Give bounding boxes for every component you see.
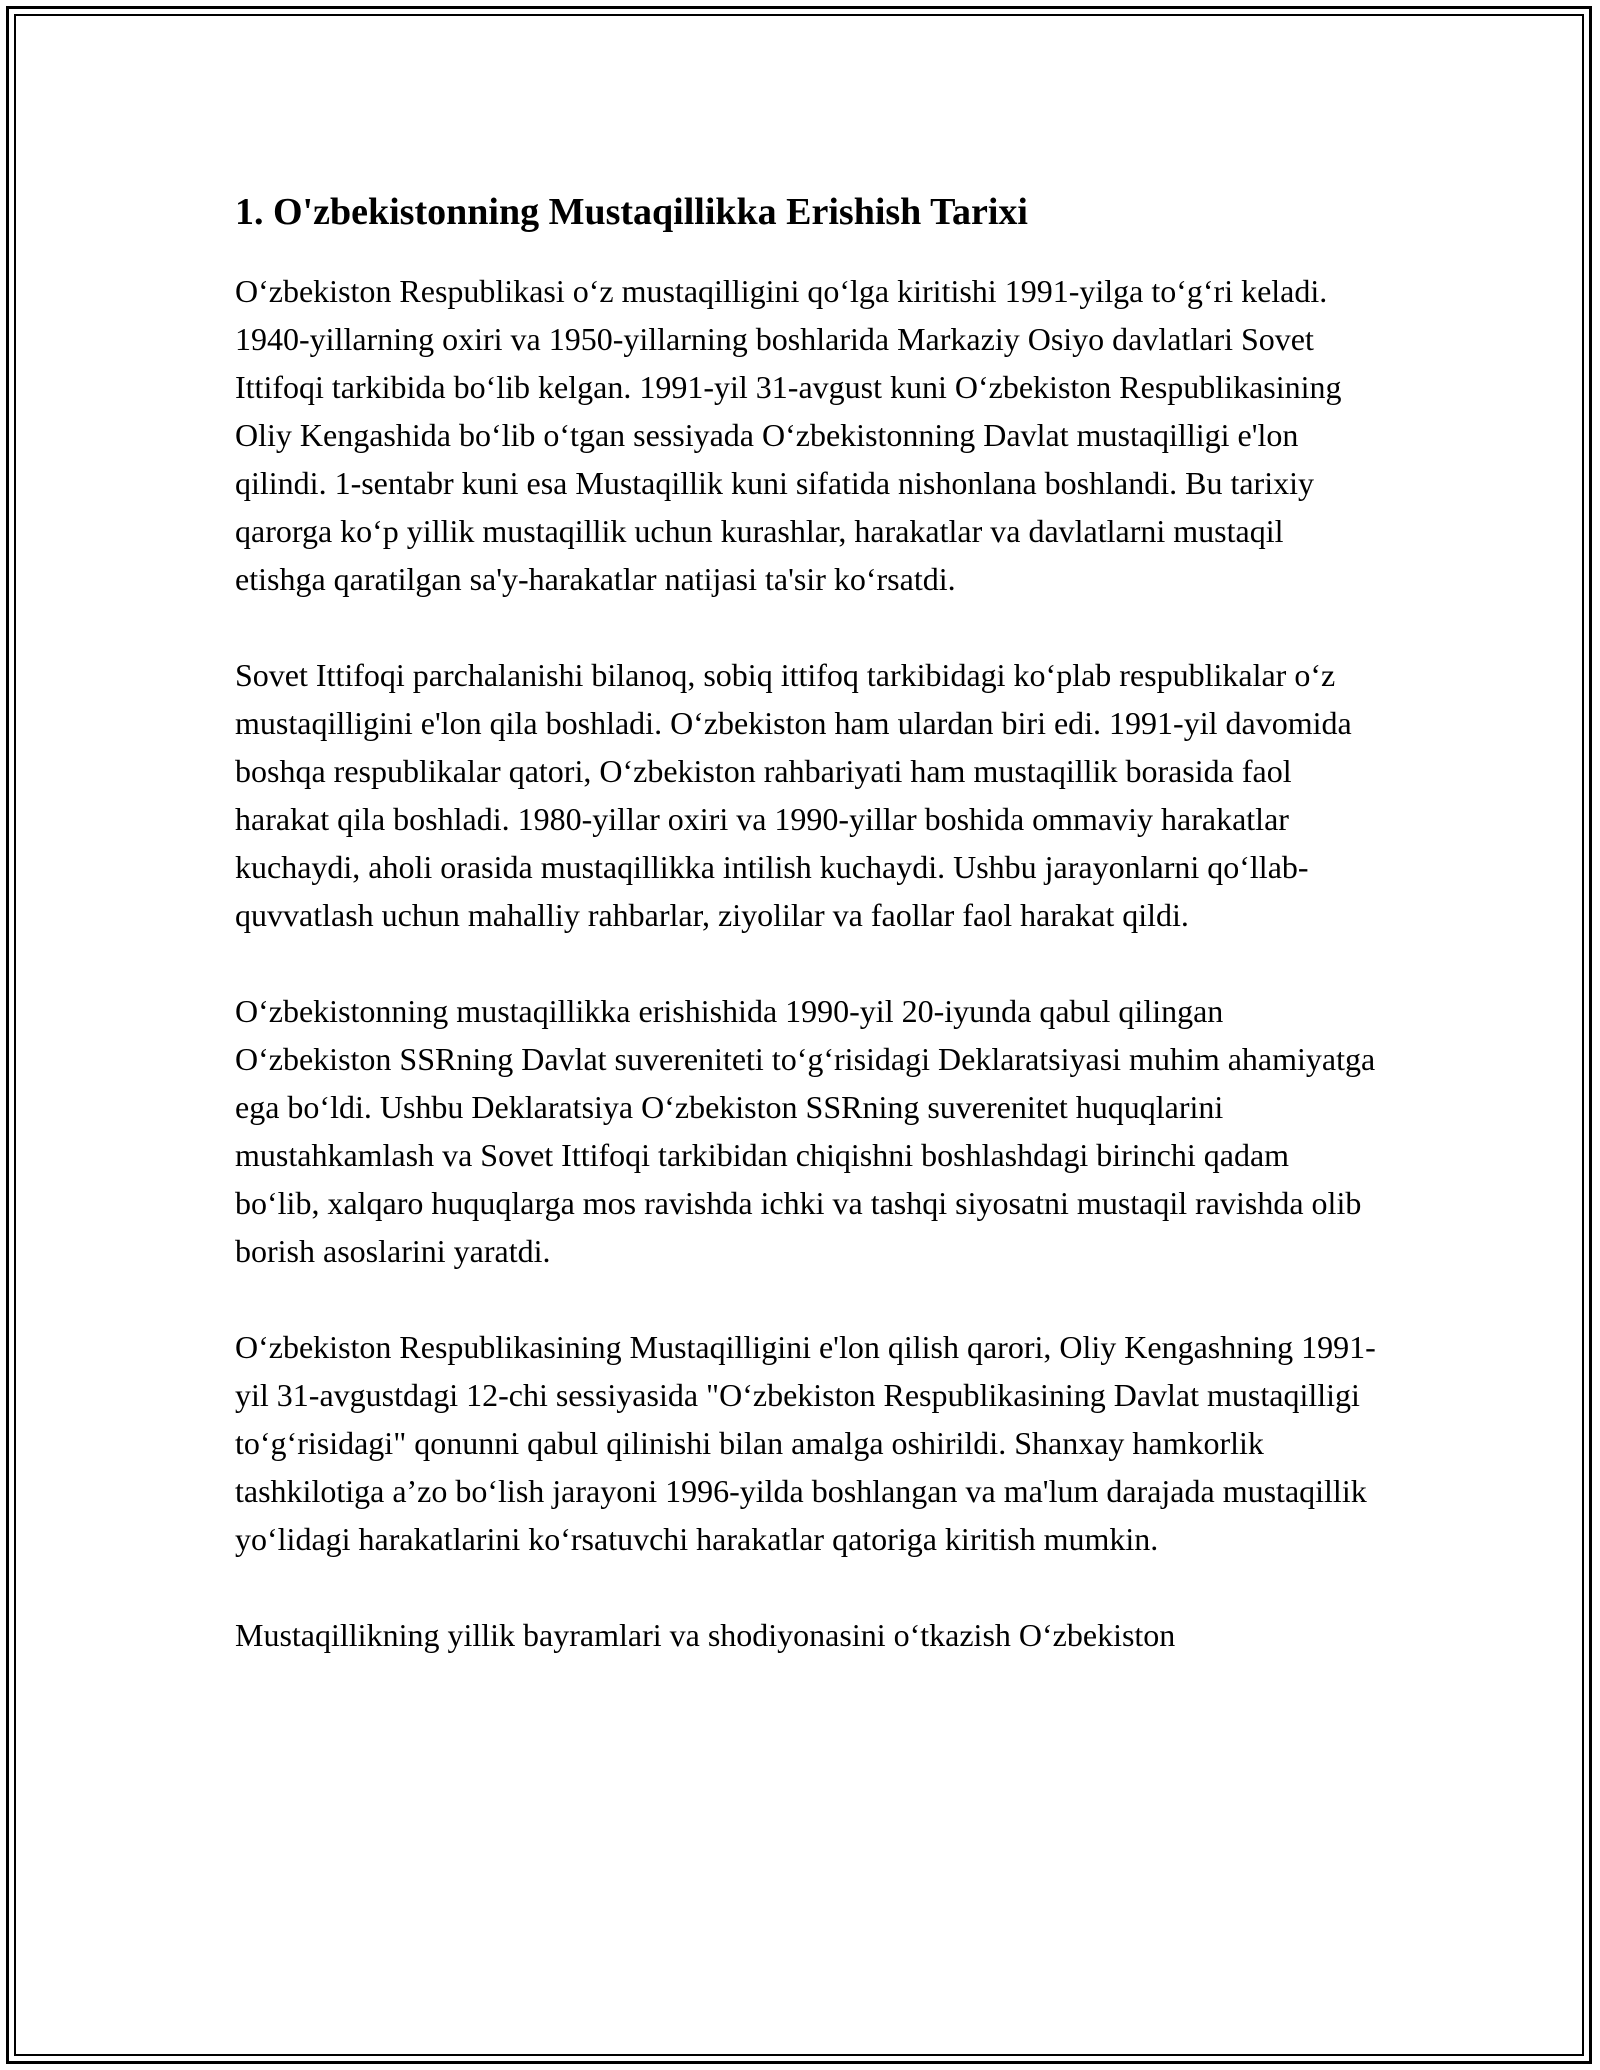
document-body: [235, 185, 1380, 1659]
paragraph-1: O‘zbekiston Respublikasi o‘z mustaqilligini qo‘lga kiritishi 1991-yilga to‘g‘ri keladi. 1940-yillarning oxiri va 1950-yillarning boshlarida Markaziy Osiyo davlatlari Sovet Ittifoqi tarkibida bo‘lib kelgan. 1991-yil 31-avgust kuni O‘zbekiston Respublikasining Oliy Kengashida bo‘lib o‘tgan sessiyada O‘zbekistonning Davlat mustaqilligi e'lon qilindi. 1-sentabr kuni esa Mustaqillik kuni sifatida nishonlana boshlandi. Bu tarixiy qarorga ko‘p yillik mustaqillik uchun kurashlar, harakatlar va davlatlarni mustaqil etishga qaratilgan sa'y-harakatlar natijasi ta'sir ko‘rsatdi.: [235, 273, 1342, 597]
paragraph-2: Sovet Ittifoqi parchalanishi bilanoq, sobiq ittifoq tarkibidagi ko‘plab respublikalar o‘z mustaqilligini e'lon qila boshladi. O‘zbekiston ham ulardan biri edi. 1991-yil davomida boshqa respublikalar qatori, O‘zbekiston rahbariyati ham mustaqillik borasida faol harakat qila boshladi. 1980-yillar oxiri va 1990-yillar boshida ommaviy harakatlar kuchaydi, aholi orasida mustaqillikka intilish kuchaydi. Ushbu jarayonlarni qo‘llab-quvvatlash uchun mahalliy rahbarlar, ziyolilar va faollar faol harakat qildi.: [235, 657, 1352, 933]
paragraph-4: O‘zbekiston Respublikasining Mustaqilligini e'lon qilish qarori, Oliy Kengashning 1991-yil 31-avgustdagi 12-chi sessiyasida "O‘zbekiston Respublikasining Davlat mustaqilligi to‘g‘risidagi" qonunni qabul qilinishi bilan amalga oshirildi. Shanxay hamkorlik tashkilotiga a’zo bo‘lish jarayoni 1996-yilda boshlangan va ma'lum darajada mustaqillik yo‘lidagi harakatlarini ko‘rsatuvchi harakatlar qatoriga kiritish mumkin.: [235, 1329, 1376, 1557]
section-heading: 1. O'zbekistonning Mustaqillikka Erishish Tarixi: [235, 191, 1028, 233]
paragraph-5: Mustaqillikning yillik bayramlari va shodiyonasini o‘tkazish O‘zbekiston: [235, 1617, 1176, 1653]
paragraph-3: O‘zbekistonning mustaqillikka erishishida 1990-yil 20-iyunda qabul qilingan O‘zbekiston SSRning Davlat suvereniteti to‘g‘risidagi Deklaratsiyasi muhim ahamiyatga ega bo‘ldi. Ushbu Deklaratsiya O‘zbekiston SSRning suverenitet huquqlarini mustahkamlash va Sovet Ittifoqi tarkibidan chiqishni boshlashdagi birinchi qadam bo‘lib, xalqaro huquqlarga mos ravishda ichki va tashqi siyosatni mustaqil ravishda olib borish asoslarini yaratdi.: [235, 993, 1376, 1269]
